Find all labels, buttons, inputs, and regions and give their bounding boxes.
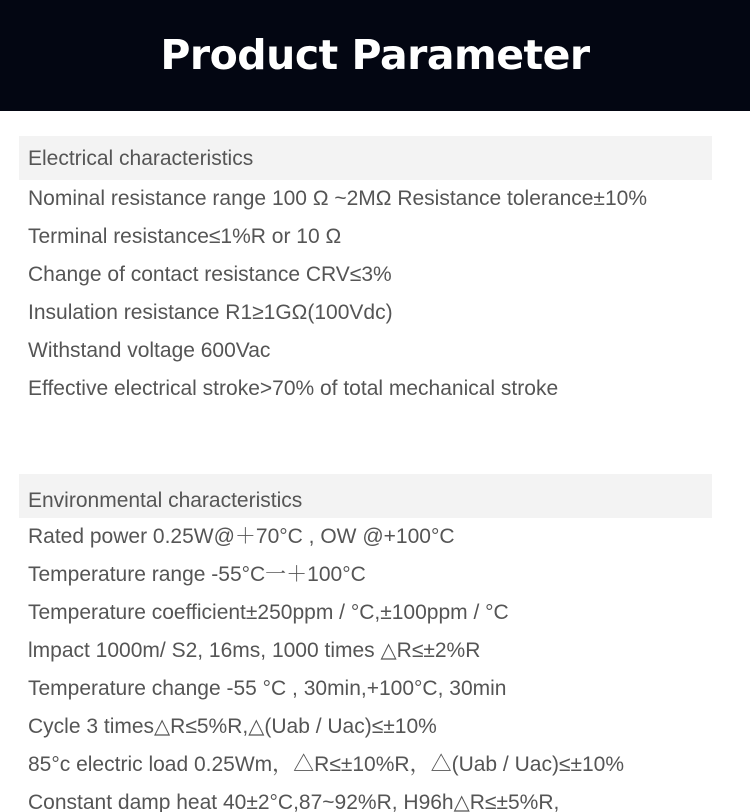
parameter-line: Insulation resistance R1≥1GΩ(100Vdc) bbox=[28, 301, 393, 324]
parameter-line: Cycle 3 times△R≤5%R,△(Uab / Uac)≤±10% bbox=[28, 715, 437, 738]
electrical-section-heading: Electrical characteristics bbox=[19, 136, 712, 180]
environmental-parameter-list bbox=[19, 518, 712, 812]
parameter-line: Temperature range -55°C一＋100°C bbox=[28, 563, 366, 586]
environmental-characteristics-section bbox=[19, 474, 712, 812]
electrical-characteristics-section bbox=[19, 136, 712, 408]
page-title: Product Parameter bbox=[160, 30, 590, 79]
electrical-parameter-list bbox=[19, 180, 712, 408]
parameter-line: Rated power 0.25W@＋70°C , OW @+100°C bbox=[28, 525, 455, 548]
parameter-line: Nominal resistance range 100 Ω ~2MΩ Resistance tolerance±10% bbox=[28, 187, 647, 210]
parameter-line: Constant damp heat 40±2°C,87~92%R, H96h△R≤±5%R, bbox=[28, 791, 560, 812]
page-header bbox=[0, 0, 750, 111]
parameter-line: 85°c electric load 0.25Wm，△R≤±10%R，△(Uab / Uac)≤±10% bbox=[28, 753, 625, 776]
parameter-line: Temperature change -55 °C , 30min,+100°C, 30min bbox=[28, 677, 507, 700]
parameter-line: lmpact 1000m/ S2, 16ms, 1000 times △R≤±2%R bbox=[28, 639, 481, 662]
parameter-line: Terminal resistance≤1%R or 10 Ω bbox=[28, 225, 342, 248]
parameter-line: Effective electrical stroke>70% of total mechanical stroke bbox=[28, 377, 559, 400]
parameter-line: Withstand voltage 600Vac bbox=[28, 339, 271, 362]
environmental-section-heading: Environmental characteristics bbox=[19, 474, 712, 518]
parameter-line: Temperature coefficient±250ppm / °C,±100ppm / °C bbox=[28, 601, 509, 624]
parameter-line: Change of contact resistance CRV≤3% bbox=[28, 263, 392, 286]
